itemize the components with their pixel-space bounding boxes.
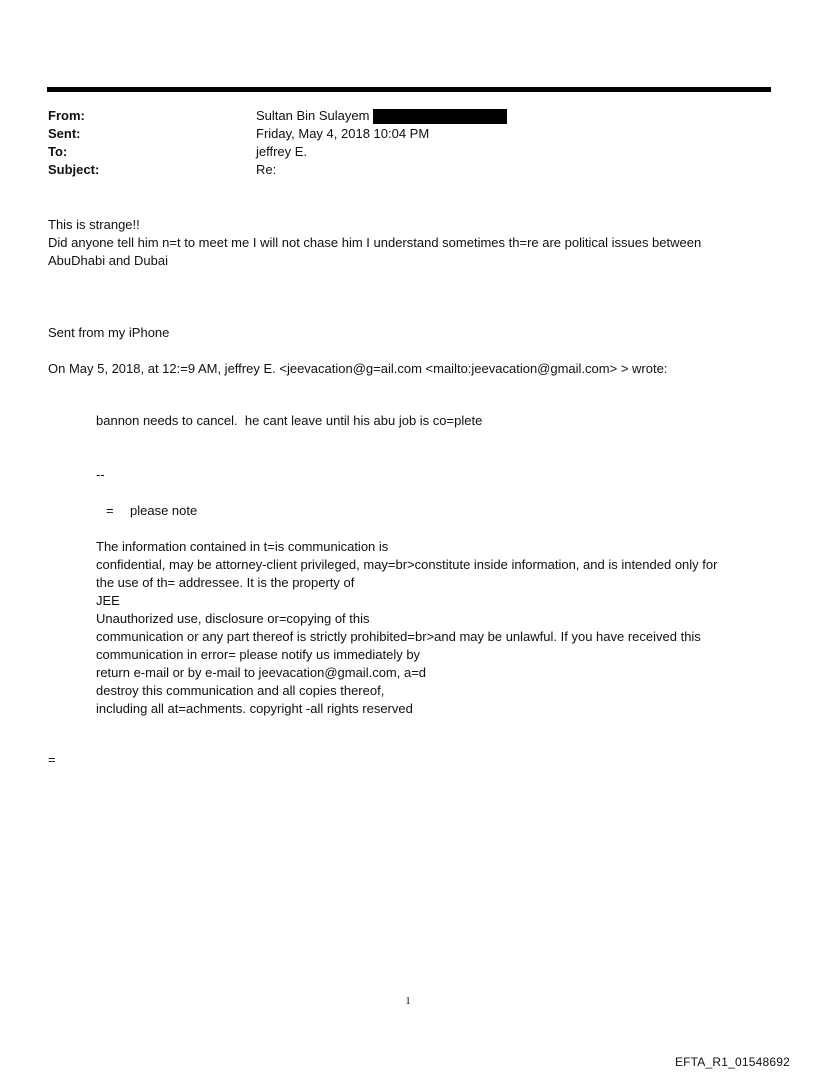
disclaimer [96,538,766,718]
document-id: EFTA_R1_01548692 [674,1055,790,1069]
disclaimer-line: return e-mail or by e-mail to jeevacation@gmail.com, a=d [96,665,427,680]
reply-attribution: On May 5, 2018, at 12:=9 AM, jeffrey E. <jeevacation@g=ail.com <mailto:jeevacation@gmail.com> > wrote: [48,361,668,376]
disclaimer-line: confidential, may be attorney-client privileged, may=br>constitute inside information, and is intended only for [96,557,718,572]
subject-value: Re: [256,162,277,177]
body-line: AbuDhabi and Dubai [48,253,168,268]
disclaimer-line: Unauthorized use, disclosure or=copying of this [96,611,370,626]
disclaimer-line: communication or any part thereof is strictly prohibited=br>and may be unlawful. If you have received this [96,629,701,644]
signature-dashes: -- [96,467,105,482]
from-value [256,107,507,125]
redaction-box [373,109,507,124]
sender-name: Sultan Bin Sulayem [256,108,370,123]
disclaimer-line: JEE [96,593,120,608]
header-rule [47,87,771,92]
disclaimer-line: The information contained in t=is communication is [96,539,389,554]
quoted-text: bannon needs to cancel. he cant leave until his abu job is co=plete [96,413,483,428]
from-label: From: [48,108,85,123]
sent-label: Sent: [48,126,81,141]
quoted-message [96,412,766,718]
email-header [48,107,748,179]
body-line: This is strange!! [48,217,140,232]
sent-row [48,125,748,143]
subject-row [48,161,748,179]
note-line [96,502,766,520]
to-label: To: [48,144,68,159]
note-eq: = [106,503,114,518]
to-value: jeffrey E. [256,144,308,159]
trailing-eq: = [48,752,56,767]
page-number: 1 [405,995,411,1007]
signature-line: Sent from my iPhone [48,325,170,340]
subject-label: Subject: [48,162,100,177]
to-row [48,143,748,161]
sent-value: Friday, May 4, 2018 10:04 PM [256,126,430,141]
note-text: please note [130,503,198,518]
email-body [48,216,768,378]
disclaimer-line: including all at=achments. copyright -all rights reserved [96,701,413,716]
body-line: Did anyone tell him n=t to meet me I will not chase him I understand sometimes th=re are political issues between [48,235,702,250]
disclaimer-line: the use of th= addressee. It is the property of [96,575,355,590]
from-row [48,107,748,125]
disclaimer-line: destroy this communication and all copies thereof, [96,683,385,698]
disclaimer-line: communication in error= please notify us immediately by [96,647,421,662]
